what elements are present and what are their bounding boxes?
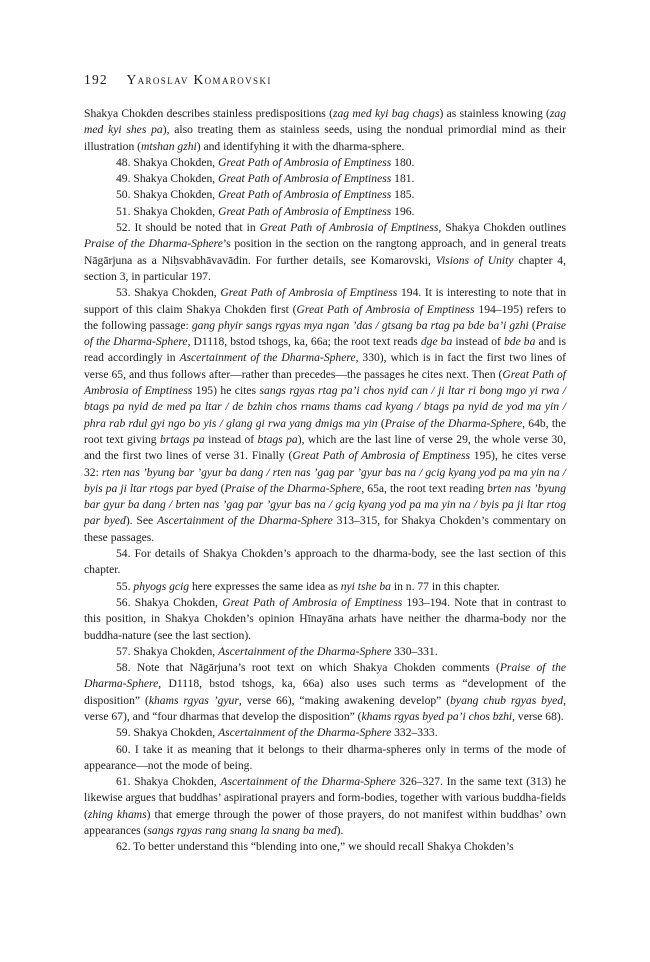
italic-term: brten nas ’byung bar gyur ba dang / brten nas ’gag par ’gyur bas na / gcig kyang yod pa ma yin na / byis pa ji ltar rtog par byed: [84, 481, 566, 528]
italic-term: phyogs gcig: [133, 579, 190, 593]
italic-term: nyi tshe ba: [340, 579, 391, 593]
italic-term: mtshan gzhi: [141, 139, 197, 153]
italic-term: Great Path of Ambrosia of Emptiness: [84, 367, 566, 398]
italic-term: Great Path of Ambrosia of Emptiness: [218, 204, 392, 218]
endnote: 62. To better understand this “blending into one,” we should recall Shakya Chokden’s: [116, 840, 514, 854]
italic-term: khams rgyas byed pa’i chos bzhi: [361, 709, 513, 723]
italic-term: gang phyir sangs rgyas mya ngan ’das / gtsang ba rtag pa bde ba’i gzhi: [191, 318, 529, 332]
italic-term: btags pa: [257, 432, 298, 446]
italic-term: Great Path of Ambrosia of Emptiness: [222, 595, 403, 609]
endnote: 60. I take it as meaning that it belongs to their dharma-spheres only in terms of the mode of appearance—not the mode of being.: [84, 742, 566, 772]
endnote: 55. phyogs gcig here expresses the same idea as nyi tshe ba in n. 77 in this chapter.: [116, 579, 500, 593]
page-number: 192: [84, 72, 108, 87]
italic-term: Great Path of Ambrosia of Emptiness: [218, 172, 392, 186]
endnote: 57. Shakya Chokden, Ascertainment of the Dharma-Sphere 330–331.: [116, 644, 438, 658]
italic-term: zhing khams: [87, 807, 147, 821]
italic-term: Ascertainment of the Dharma-Sphere: [156, 514, 333, 528]
endnote: 61. Shakya Chokden, Ascertainment of the Dharma-Sphere 326–327. In the same text (313) he likewise argues that buddhas’ aspirational prayers and form-bodies, together with various buddha-fields (zhing khams) that emerge through the power of those prayers, do not manifest within buddhas’ own appearances (sangs rgyas rang snang la snang ba med).: [84, 775, 566, 838]
italic-term: Great Path of Ambrosia of Emptiness: [292, 449, 470, 463]
italic-term: Ascertainment of the Dharma-Sphere: [179, 351, 356, 365]
italic-term: Praise of the Dharma-Sphere: [84, 237, 223, 251]
italic-term: zag med kyi shes pa: [84, 107, 567, 137]
italic-term: Great Path of Ambrosia of Emptiness: [296, 302, 475, 316]
running-head-author: Yaroslav Komarovski: [126, 72, 272, 87]
endnote: 49. Shakya Chokden, Great Path of Ambrosia of Emptiness 181.: [116, 172, 415, 186]
italic-term: Praise of the Dharma-Sphere: [84, 661, 567, 691]
italic-term: Great Path of Ambrosia of Emptiness: [218, 155, 392, 169]
italic-term: Ascertainment of the Dharma-Sphere: [220, 775, 396, 789]
italic-term: Ascertainment of the Dharma-Sphere: [218, 726, 392, 740]
italic-term: Praise of the Dharma-Sphere: [224, 481, 362, 495]
italic-term: Praise of the Dharma-Sphere: [84, 318, 566, 349]
italic-term: Great Path of Ambrosia of Emptiness: [220, 286, 398, 300]
italic-term: zag med kyi bag chags: [332, 107, 440, 120]
italic-term: dge ba: [420, 335, 453, 349]
endnote: 54. For details of Shakya Chokden’s approach to the dharma-body, see the last section of this chapter.: [84, 547, 566, 577]
italic-term: bde ba: [503, 335, 536, 349]
endnote: 50. Shakya Chokden, Great Path of Ambrosia of Emptiness 185.: [116, 188, 415, 202]
italic-term: sangs rgyas rtag pa’i chos nyid can / ji ltar ri bong mgo yi rwa / btags pa nyid de med pa ltar / de bzhin chos rnams thams cad kyang / btags pa nyid de yod ma yin / phra rab rdul gyi ngo bo yis / glang gi rwa yang dmigs ma yin: [84, 384, 566, 430]
endnote: 58. Note that Nāgārjuna’s root text on which Shakya Chokden comments (Praise of the Dharma-Sphere, D1118, bstod tshogs, ka, 66a) also uses such terms as “development of the disposition” (khams rgyas ’gyur, verse 66), “making awakening develop” (byang chub rgyas byed, verse 67), and “four dharmas that develop the disposition” (khams rgyas byed pa’i chos bzhi, verse 68).: [84, 661, 567, 723]
endnote: 59. Shakya Chokden, Ascertainment of the Dharma-Sphere 332–333.: [116, 726, 438, 740]
endnotes-body: [84, 106, 566, 856]
endnote: 52. It should be noted that in Great Path of Ambrosia of Emptiness, Shakya Chokden outlines Praise of the Dharma-Sphere’s position in the section on the rangtong approach, and in general treats Nāgārjuna as a Niḥsvabhāvavādin. For further details, see Komarovski, Visions of Unity chapter 4, section 3, in particular 197.: [84, 221, 567, 283]
endnote: 51. Shakya Chokden, Great Path of Ambrosia of Emptiness 196.: [116, 204, 415, 218]
italic-term: Ascertainment of the Dharma-Sphere: [218, 644, 392, 658]
endnote: 53. Shakya Chokden, Great Path of Ambrosia of Emptiness 194. It is interesting to note that in support of this claim Shakya Chokden first (Great Path of Ambrosia of Emptiness 194–195) refers to the following passage: gang phyir sangs rgyas mya ngan ’das / gtsang ba rtag pa bde ba’i gzhi (Praise of the Dharma-Sphere, D1118, bstod tshogs, ka, 66a; the root text reads dge ba instead of bde ba and is read accordingly in Ascertainment of the Dharma-Sphere, 330), which is in fact the first two lines of verse 65, and thus follows after—rather than precedes—the passages he cites next. Then (Great Path of Ambrosia of Emptiness 195) he cites sangs rgyas rtag pa’i chos nyid can / ji ltar ri bong mgo yi rwa / btags pa nyid de med pa ltar / de bzhin chos rnams thams cad kyang / btags pa nyid de yod ma yin / phra rab rdul gyi ngo bo yis / glang gi rwa yang dmigs ma yin (Praise of the Dharma-Sphere, 64b, the root text giving brtags pa instead of btags pa), which are the last line of verse 29, the whole verse 30, and the first two lines of verse 31. Finally (Great Path of Ambrosia of Emptiness 195), he cites verse 32: rten nas ’byung bar ’gyur ba dang / rten nas ’gag par ’gyur bas na / gcig kyang yod pa ma yin na / byis pa ji ltar rtogs par byed (Praise of the Dharma-Sphere, 65a, the root text reading brten nas ’byung bar gyur ba dang / brten nas ’gag par ’gyur bas na / gcig kyang yod pa ma yin na / byis pa ji ltar rtog par byed). See Ascertainment of the Dharma-Sphere 313–315, for Shakya Chokden’s commentary on these passages.: [84, 286, 567, 544]
note-continuation: Shakya Chokden describes stainless predispositions (zag med kyi bag chags) as stainless knowing (zag med kyi shes pa), also treating them as stainless seeds, using the nondual primordial mind as their illustration (mtshan gzhi) and identifyhing it with the dharma-sphere.: [84, 107, 567, 153]
italic-term: Great Path of Ambrosia of Emptiness: [218, 188, 392, 202]
endnote: 56. Shakya Chokden, Great Path of Ambrosia of Emptiness 193–194. Note that in contrast to this position, in Shakya Chokden’s opinion Hīnayāna arhats have neither the dharma-body nor the buddha-nature (see the last section).: [84, 595, 566, 642]
italic-term: rten nas ’byung bar ’gyur ba dang / rten nas ’gag par ’gyur bas na / gcig kyang yod pa ma yin na / byis pa ji ltar rtogs par byed: [84, 465, 566, 495]
italic-term: Praise of the Dharma-Sphere: [384, 416, 523, 430]
italic-term: khams rgyas ’gyur: [148, 693, 239, 707]
italic-term: Great Path of Ambrosia of Emptiness: [259, 221, 439, 235]
running-header: [84, 72, 272, 88]
italic-term: sangs rgyas rang snang la snang ba med: [147, 824, 337, 838]
endnote: 48. Shakya Chokden, Great Path of Ambrosia of Emptiness 180.: [116, 155, 415, 169]
italic-term: brtags pa: [160, 432, 205, 446]
italic-term: byang chub rgyas byed: [450, 693, 564, 707]
italic-term: Visions of Unity: [435, 253, 514, 267]
